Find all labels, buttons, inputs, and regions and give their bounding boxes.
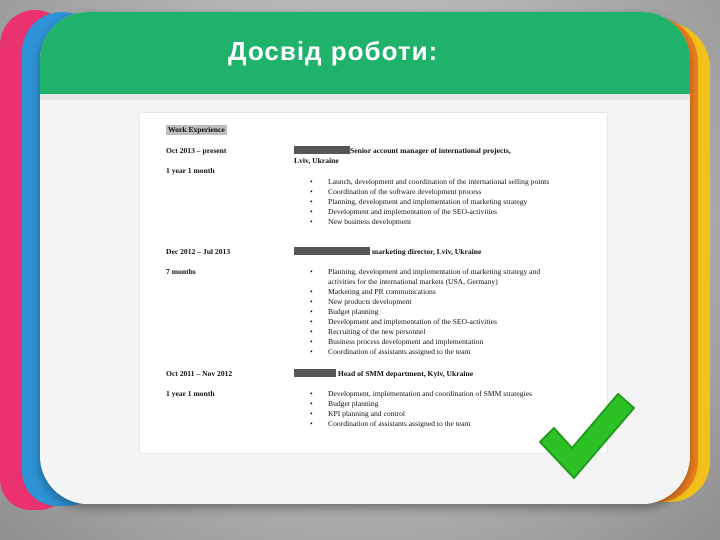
job-dates: Oct 2013 – present xyxy=(166,146,227,155)
job-location: Lviv, Ukraine xyxy=(294,156,339,165)
list-item: • Development and implementation of the SEO-activities xyxy=(310,207,549,217)
list-item: • Coordination of assistants assigned to the team xyxy=(310,347,540,357)
list-item: • Business process development and implementation xyxy=(310,337,540,347)
list-item: • Recruiting of the new personnel xyxy=(310,327,540,337)
resume-heading: Work Experience xyxy=(168,125,225,134)
list-item: • Coordination of the software development process xyxy=(310,187,549,197)
job-bullet-list xyxy=(310,267,540,357)
list-item: • New products development xyxy=(310,297,540,307)
job-title: Senior account manager of international projects, xyxy=(294,146,511,156)
redacted-company xyxy=(294,146,350,154)
job-title: Head of SMM department, Kyiv, Ukraine xyxy=(294,369,473,379)
job-bullet-list xyxy=(310,389,532,429)
list-item: • Planning, development and implementation of marketing strategy and activities for the international markets (USA, Germany) xyxy=(310,267,540,287)
job-bullet-list xyxy=(310,177,549,227)
list-item: • Marketing and PR communications xyxy=(310,287,540,297)
job-duration: 1 year 1 month xyxy=(166,166,215,175)
redacted-company xyxy=(294,247,370,255)
job-dates: Dec 2012 – Jul 2013 xyxy=(166,247,231,256)
list-item: • Development, implementation and coordination of SMM strategies xyxy=(310,389,532,399)
list-item: • Coordination of assistants assigned to the team xyxy=(310,419,532,429)
list-item: • New business development xyxy=(310,217,549,227)
slide-title: Досвід роботи: xyxy=(228,36,439,66)
list-item: • Budget planning xyxy=(310,307,540,317)
job-duration: 1 year 1 month xyxy=(166,389,215,398)
list-item: • Budget planning xyxy=(310,399,532,409)
check-mark-icon xyxy=(536,392,636,482)
redacted-company xyxy=(294,369,336,377)
job-duration: 7 months xyxy=(166,267,196,276)
list-item: • Launch, development and coordination of the international selling points xyxy=(310,177,549,187)
slide-header xyxy=(40,12,690,94)
list-item: • Development and implementation of the SEO-activities xyxy=(310,317,540,327)
job-title: marketing director, Lviv, Ukraine xyxy=(294,247,481,257)
list-item: • Planning, development and implementation of marketing strategy xyxy=(310,197,549,207)
job-dates: Oct 2011 – Nov 2012 xyxy=(166,369,233,378)
list-item: • KPI planning and control xyxy=(310,409,532,419)
